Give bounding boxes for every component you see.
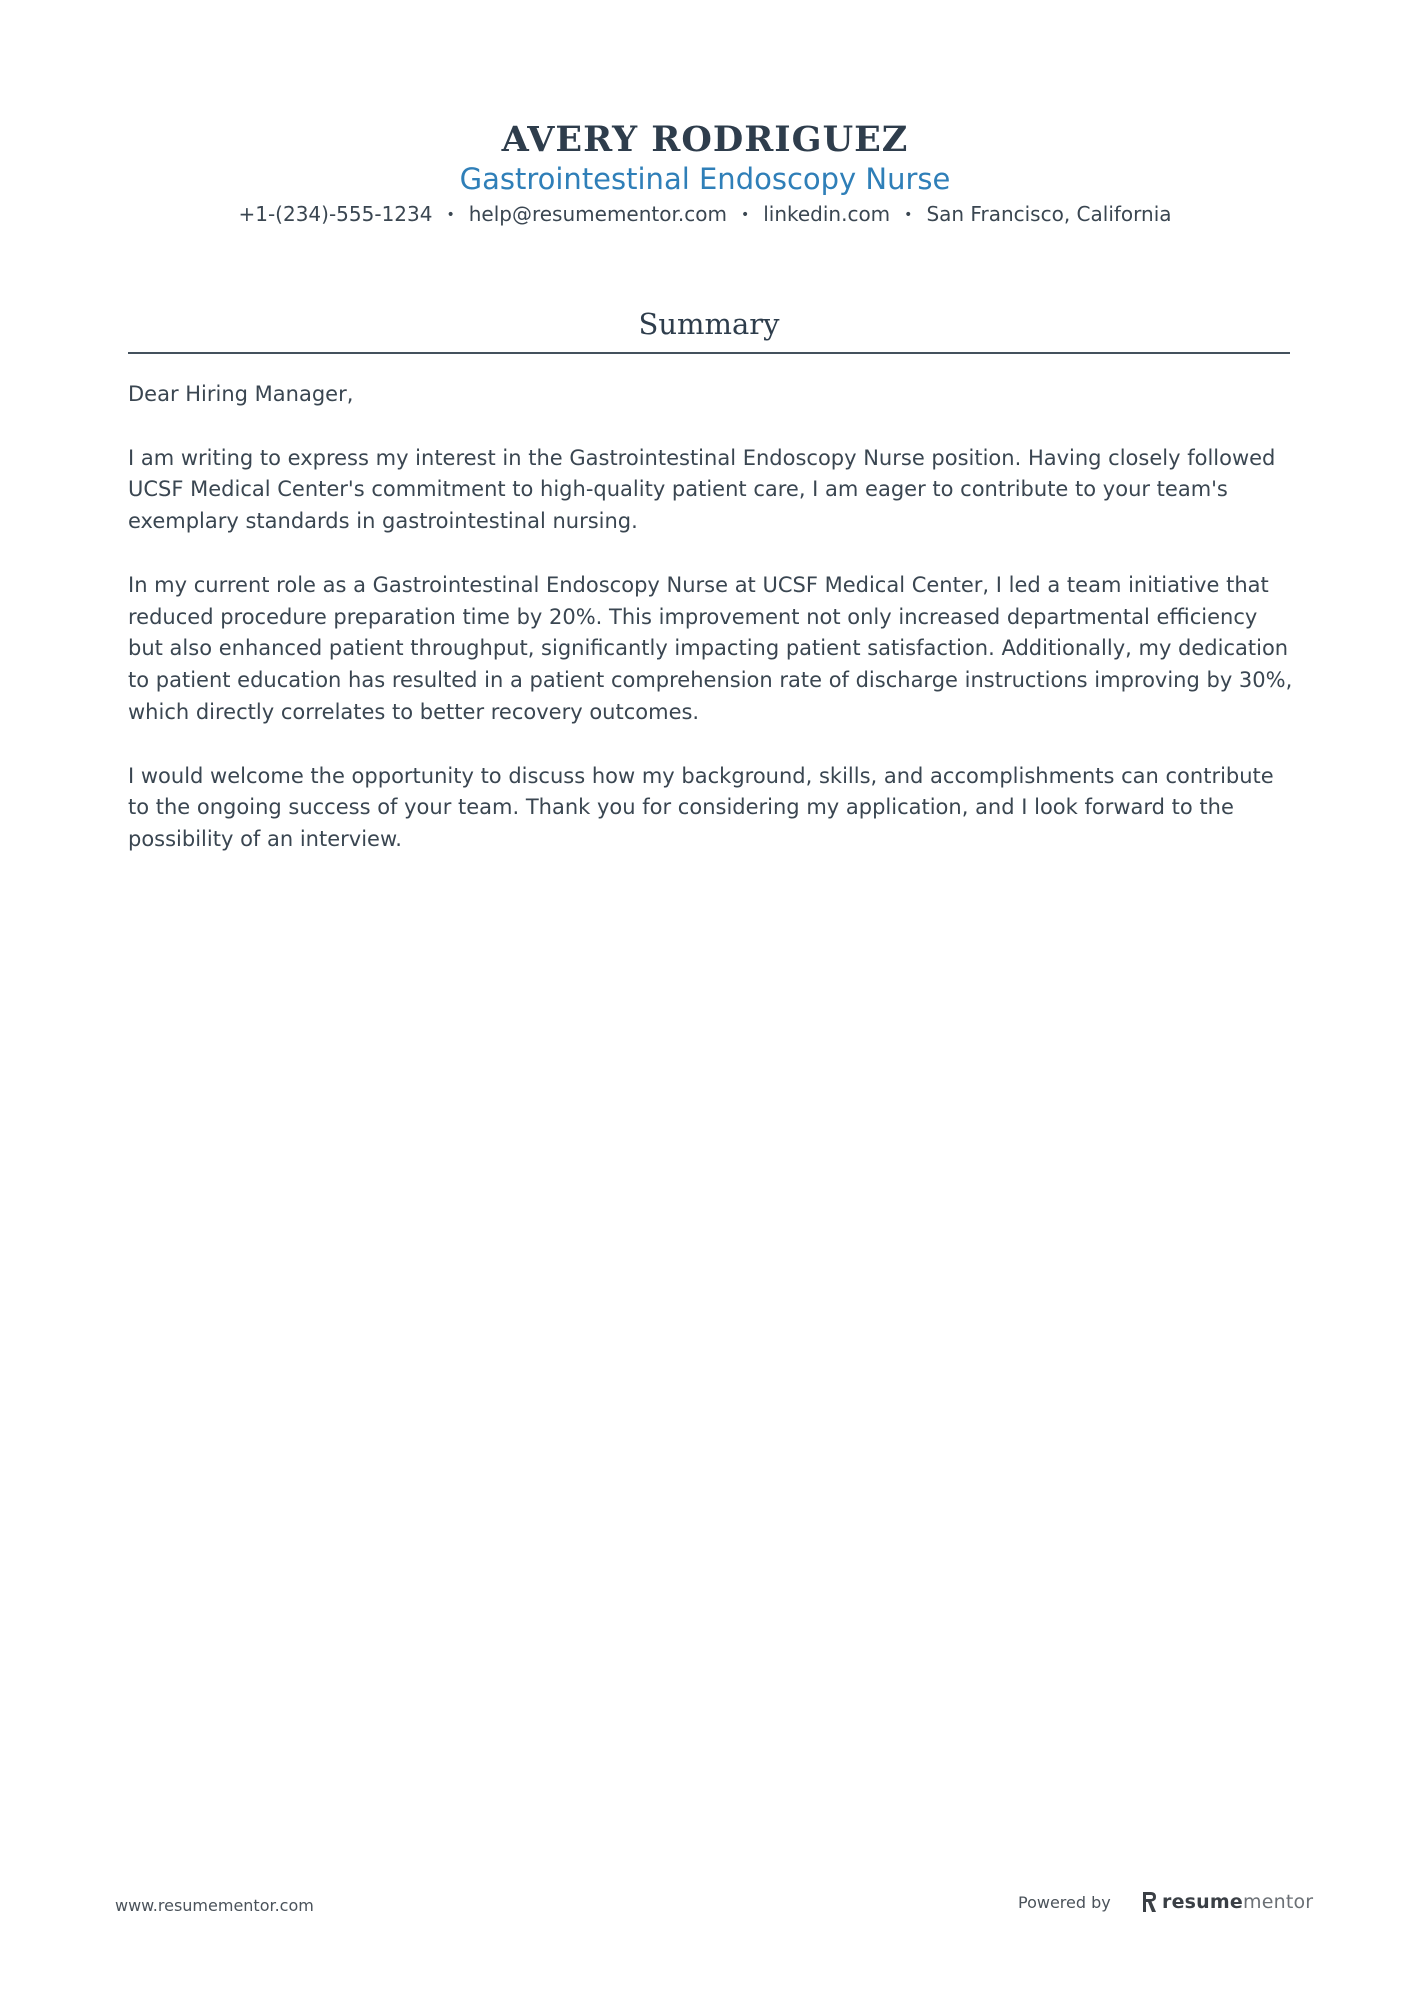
section-divider bbox=[128, 352, 1290, 354]
contact-line bbox=[0, 200, 1410, 229]
letter-greeting: Dear Hiring Manager, bbox=[128, 382, 354, 406]
contact-linkedin[interactable]: linkedin.com bbox=[763, 202, 891, 226]
footer-website-link[interactable]: www.resumementor.com bbox=[115, 1896, 314, 1915]
contact-phone: +1-(234)-555-1234 bbox=[238, 202, 433, 226]
brand-name-bold: resume bbox=[1162, 1891, 1243, 1913]
letter-body bbox=[128, 379, 1298, 888]
letter-paragraph: I would welcome the opportunity to discuss how my background, skills, and accomplishments can contribute to the ongoing success of your team. Thank you for considering my application, and I look forward to the possibility of an interview. bbox=[128, 763, 1274, 852]
section-heading-summary: Summary bbox=[638, 307, 780, 341]
letter-header bbox=[0, 118, 1410, 229]
candidate-job-title: Gastrointestinal Endoscopy Nurse bbox=[459, 162, 951, 196]
candidate-name: AVERY RODRIGUEZ bbox=[501, 119, 909, 160]
powered-by-label: Powered by bbox=[1018, 1893, 1111, 1912]
contact-separator: • bbox=[446, 207, 455, 223]
brand-logo[interactable] bbox=[1141, 1887, 1313, 1917]
brand-name-light: mentor bbox=[1242, 1891, 1314, 1913]
letter-paragraph: In my current role as a Gastrointestinal Endoscopy Nurse at UCSF Medical Center, I led a team initiative that reduced procedure preparation time by 20%. This improvement not only increased departmental efficiency but also enhanced patient throughput, significantly impacting patient satisfaction. Additionally, my dedication to patient education has resulted in a patient comprehension rate of discharge instructions improving by 30%, which directly correlates to better recovery outcomes. bbox=[128, 572, 1293, 724]
brand-name bbox=[1162, 1891, 1313, 1913]
contact-separator: • bbox=[740, 207, 750, 223]
letter-paragraph: I am writing to express my interest in the Gastrointestinal Endoscopy Nurse position. Having closely followed UCSF Medical Center's commitment to high-quality patient care, I am eager to contribute to your team's exemplary standards in gastrointestinal nursing. bbox=[128, 445, 1276, 534]
contact-location: San Francisco, California bbox=[926, 202, 1172, 226]
contact-email[interactable]: help@resumementor.com bbox=[468, 202, 727, 226]
resumementor-logo-icon bbox=[1141, 1891, 1158, 1913]
contact-separator: • bbox=[904, 207, 913, 223]
